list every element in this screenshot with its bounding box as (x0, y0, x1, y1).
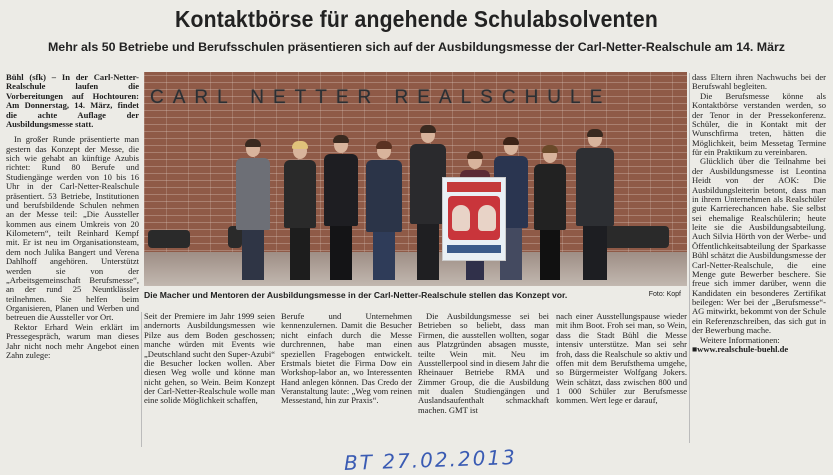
article-photo (144, 72, 687, 286)
column-divider (689, 73, 690, 443)
event-poster (442, 177, 506, 261)
person (410, 127, 446, 280)
body-paragraph: Die Berufsmesse könne als Kontaktbörse verstanden werden, so der Tenor in der Pressekonferenz. Schüler, die in Kontakt mit der Wunschfirma treten, hätten die Möglichkeit, beim Messetag Termine für ein Praktikum zu vereinbaren. (692, 90, 826, 157)
person (324, 137, 358, 280)
column-divider (141, 312, 142, 447)
website-link[interactable]: www.realschule-buehl.de (697, 343, 789, 354)
person (236, 141, 270, 280)
person (284, 143, 316, 280)
body-paragraph: Glücklich über die Teilnahme bei der Ausbildungsmesse ist Leontina Heidt von der AOK: Die Ausbildungsleiterin betont, dass man in ihrem Unternehmen als Realschüler gute Karrierechancen habe. Sie selbst sei ehemalige Realschülerin; heute leite sie die Ausbildungsabteilung. Auch Silvia Hörth von der Werbe- und Öffentlichkeitsabteilung der Sparkasse Bühl schätzt die Ausbildungsmesse der Carl-Netter-Realschule, die eine Menge gute Bewerber beschere. Sie freue sich immer darüber, wenn die Kandidaten ein besonderes Zertifikat beilegen: Wer bei der „Berufsmesse“-AG mitwirkt, bekommt von der Schule ein Referenzschreiben, das sich gut in der Bewerbung mache. (692, 156, 826, 336)
person (366, 143, 402, 280)
article-column-5 (556, 312, 687, 406)
photo-credit: Foto: Kopf (648, 291, 681, 298)
body-paragraph: Seit der Premiere im Jahr 1999 seien andernorts Ausbildungsmessen wie Pilze aus dem Boden geschossen; manche würden mit Events wie „Deutschland sucht den Super-Azubi“ die Besucher locken wollen. Aber diesen Weg wolle und könne man nicht gehen, so Wein. Beim Konzept der Carl-Netter-Realschule wolle man eine solide Möglichkeit schaffen, (144, 311, 275, 406)
caption-text: Die Macher und Mentoren der Ausbildungsmesse in der Carl-Netter-Realschule stellen das Konzept vor. (144, 290, 568, 300)
body-paragraph: In großer Runde präsentierte man gestern das Konzept der Messe, die sich wie gehabt an künftige Azubis richtet: Rund 80 Berufe und Studiengänge werden von 10 bis 16 Uhr in der Carl-Netter-Realschule präsentiert. 53 Betriebe, Institutionen und berufsbildende Schulen nehmen an der Messe teil: „Die Aussteller kommen aus einem Umkreis von 20 Kilometern“, teilt Reinhard Kempf mit. Er ist neu im Organisationsteam, dem noch Julika Bangert und Verena Dahlhoff angehören. Unterstützt werden sie von der „Arbeitsgemeinschaft Berufsmesse“, an der rund 25 Neuntklässler teilnehmen. Sie helfen beim Organisieren, Planen und Werben und betreuen die Aussteller vor Ort. (6, 134, 139, 323)
body-paragraph: Berufe und Unternehmen kennenzulernen. Damit die Besucher nicht einfach durch die Messe durchrennen, habe man einen speziellen Fragebogen entwickelt. Erstmals bietet die Firma Dow ein Workshop-labor an, wo Interessenten Hand anlegen können. Das Credo der Veranstaltung laute: „Weg vom reinen Messestand, hin zur Praxis“. (281, 311, 412, 406)
info-link-line: ■www.realschule-buehl.de (692, 343, 789, 354)
body-paragraph: Weitere Informationen: (700, 334, 780, 345)
school-sign: CARL NETTER REALSCHULE (150, 87, 612, 108)
person (576, 131, 614, 280)
bag (148, 230, 190, 248)
person (534, 147, 566, 280)
handwritten-date-note: BT 27.02.2013 (343, 444, 518, 475)
article-column-2 (144, 312, 275, 406)
article-column-3 (281, 312, 412, 406)
body-paragraph: Rektor Erhard Wein erklärt im Pressegespräch, warum man dieses Jahr nicht noch mehr Angebot einen Zahn zulege: (6, 321, 139, 360)
article-column-6 (692, 73, 826, 354)
article-column-1 (6, 73, 139, 360)
body-paragraph: Die Ausbildungsmesse sei bei Betrieben so beliebt, dass man Firmen, die ausstellen wollten, sogar aus Platzgründen absagen musste, teilte Wein mit. Neu im Ausstellerpool sind in diesem Jahr die Rheinauer Betriebe RMA und Zimmer Group, die die Ausbildung mit dualen Studiengängen und Auslandsaufenthalt schmackhaft machen. GMT ist (418, 311, 549, 415)
subheadline: Mehr als 50 Betriebe und Berufsschulen präsentieren sich auf der Ausbildungsmesse der Carl-Netter-Realschule am 14. März (47, 40, 786, 54)
photo-caption (144, 290, 687, 300)
body-paragraph: dass Eltern ihren Nachwuchs bei der Berufswahl begleiten. (692, 72, 826, 92)
body-paragraph: nach einer Ausstellungspause wieder mit ihm Boot. Froh sei man, so Wein, dass die Stadt Bühl die Messe intensiv unterstütze. Man sei sehr froh, dass die Realschule so aktiv und offen mit dem Berufsthema umgehe, so Bürgermeister Wolfgang Jokers. Wein schätzt, dass zwischen 800 und 1 000 Schüler zur Berufsmesse kommen. Wert lege er darauf, (556, 311, 687, 406)
lead-paragraph: Bühl (sfk) – In der Carl-Netter-Realschule laufen die Vorbereitungen auf Hochtouren: Am Donnerstag, 14. März, findet die achte Auflage der Ausbildungsmesse statt. (6, 72, 139, 129)
headline: Kontaktbörse für angehende Schulabsolventen (175, 6, 658, 32)
article-column-4 (418, 312, 549, 415)
